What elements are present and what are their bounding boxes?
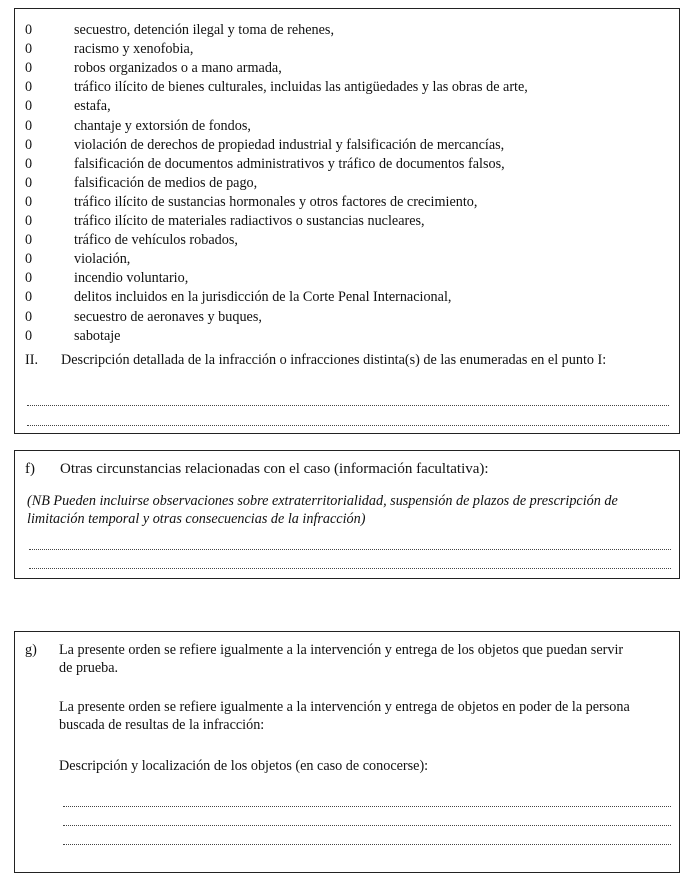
section-g-letter: g)	[25, 642, 37, 658]
offence-checkbox[interactable]: 0	[25, 289, 33, 306]
offence-label: chantaje y extorsión de fondos,	[74, 117, 251, 134]
section-ii-fill-line-2[interactable]	[27, 425, 669, 426]
offence-label: violación,	[74, 251, 131, 268]
section-ii-text: Descripción detallada de la infracción o infracciones distinta(s) de las enumeradas en el punto I:	[61, 352, 607, 368]
offence-label: sabotaje	[74, 327, 121, 344]
offence-label: falsificación de medios de pago,	[74, 174, 258, 191]
section-g-paragraph-3: Descripción y localización de los objetos (en caso de conocerse):	[59, 758, 429, 774]
offence-checkbox[interactable]: 0	[25, 174, 33, 191]
offence-checkbox[interactable]: 0	[25, 22, 33, 38]
offence-label: tráfico ilícito de materiales radiactivos o sustancias nucleares,	[74, 213, 425, 229]
section-f-fill-line-2[interactable]	[29, 568, 671, 569]
offence-checkbox[interactable]: 0	[25, 41, 33, 58]
offence-checkbox[interactable]: 0	[25, 98, 33, 115]
offence-checkbox[interactable]: 0	[25, 232, 33, 249]
section-g-fill-line-2[interactable]	[63, 825, 671, 826]
offence-checkbox[interactable]: 0	[25, 270, 33, 287]
section-g-fill-line-3[interactable]	[63, 844, 671, 845]
offence-label: secuestro, detención ilegal y toma de rehenes,	[74, 22, 335, 38]
offence-label: tráfico ilícito de bienes culturales, incluidas las antigüedades y las obras de arte,	[74, 79, 528, 96]
offence-label: delitos incluidos en la jurisdicción de la Corte Penal Internacional,	[74, 289, 452, 306]
section-g-fill-line-1[interactable]	[63, 806, 671, 807]
section-f-letter: f)	[25, 461, 35, 477]
section-ii-fill-line-1[interactable]	[27, 405, 669, 406]
section-g-paragraph-2: La presente orden se refiere igualmente a la intervención y entrega de objetos en poder de la persona buscada de resultas de la infracción:	[59, 699, 630, 733]
offence-checkbox[interactable]: 0	[25, 251, 33, 268]
offence-checkbox[interactable]: 0	[25, 155, 33, 172]
offence-label: violación de derechos de propiedad industrial y falsificación de mercancías,	[74, 136, 505, 153]
offence-list-box	[14, 8, 680, 434]
offence-checkbox[interactable]: 0	[25, 213, 33, 229]
offence-checkbox[interactable]: 0	[25, 79, 33, 96]
offence-label: estafa,	[74, 98, 111, 115]
section-g-paragraph-1: La presente orden se refiere igualmente a la intervención y entrega de los objetos que puedan servir de prueba.	[59, 642, 624, 676]
offence-checkbox[interactable]: 0	[25, 327, 33, 344]
section-g-box	[14, 631, 680, 873]
offence-label: falsificación de documentos administrativos y tráfico de documentos falsos,	[74, 155, 505, 172]
offence-checkbox[interactable]: 0	[25, 117, 33, 134]
section-f-note: (NB Pueden incluirse observaciones sobre extraterritorialidad, suspensión de plazos de prescripción de limitación temporal y otras consecuencias de la infracción)	[27, 493, 618, 527]
offence-label: incendio voluntario,	[74, 270, 189, 287]
offence-label: robos organizados o a mano armada,	[74, 60, 282, 77]
section-ii-number: II.	[25, 352, 38, 368]
offence-label: racismo y xenofobia,	[74, 41, 194, 58]
section-f-title: Otras circunstancias relacionadas con el caso (información facultativa):	[60, 461, 489, 477]
offence-checkbox[interactable]: 0	[25, 308, 33, 325]
offence-checkbox[interactable]: 0	[25, 136, 33, 153]
offence-label: tráfico ilícito de sustancias hormonales y otros factores de crecimiento,	[74, 193, 478, 210]
offence-label: secuestro de aeronaves y buques,	[74, 308, 262, 325]
offence-label: tráfico de vehículos robados,	[74, 232, 238, 249]
offence-checkbox[interactable]: 0	[25, 60, 33, 77]
section-f-fill-line-1[interactable]	[29, 549, 671, 550]
section-f-box	[14, 450, 680, 579]
offence-checkbox[interactable]: 0	[25, 193, 33, 210]
